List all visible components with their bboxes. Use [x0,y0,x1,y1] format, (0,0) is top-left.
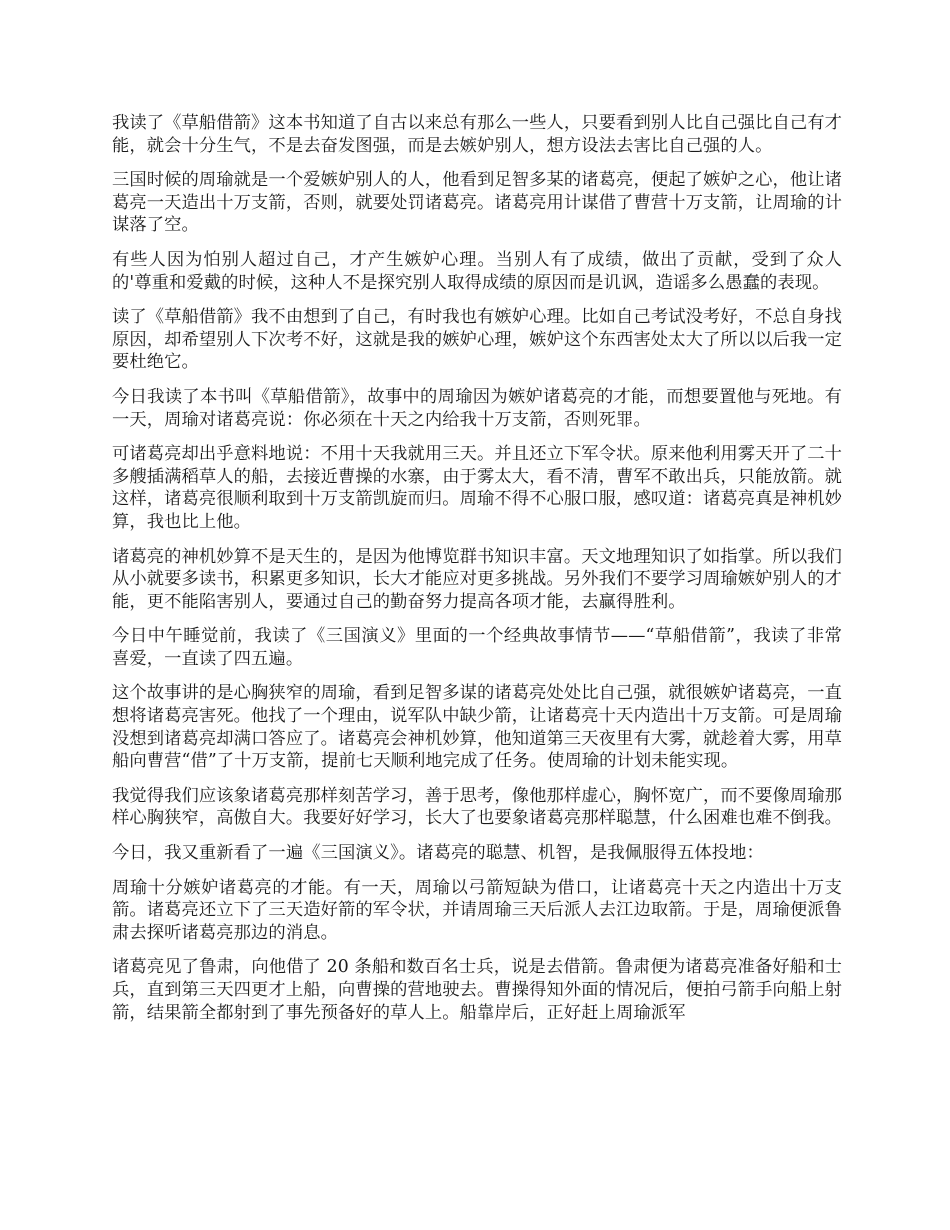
paragraph-13: 诸葛亮见了鲁肃，向他借了 20 条船和数百名士兵，说是去借箭。鲁肃便为诸葛亮准备好船和士兵，直到第三天四更才上船，向曹操的营地驶去。曹操得知外面的情况后，便拍弓箭手向船上射箭，结果箭全都射到了事先预备好的草人上。船靠岸后，正好赶上周瑜派军 [112,957,843,1023]
paragraph-10: 我觉得我们应该象诸葛亮那样刻苦学习，善于思考，像他那样虚心，胸怀宽广，而不要像周瑜那样心胸狭窄，高傲自大。我要好好学习，长大了也要象诸葛亮那样聪慧，什么困难也难不倒我。 [112,785,843,829]
paragraph-6: 可诸葛亮却出乎意料地说：不用十天我就用三天。并且还立下军令状。原来他利用雾天开了二十多艘插满稻草人的船，去接近曹操的水寨，由于雾太大，看不清，曹军不敢出兵，只能放箭。就这样，诸葛亮很顺利取到十万支箭凯旋而归。周瑜不得不心服口服，感叹道：诸葛亮真是神机妙算，我也比上他。 [112,444,843,532]
paragraph-11: 今日，我又重新看了一遍《三国演义》。诸葛亮的聪慧、机智，是我佩服得五体投地： [112,843,764,864]
paragraph-8: 今日中午睡觉前，我读了《三国演义》里面的一个经典故事情节——“草船借箭”，我读了非常喜爱，一直读了四五遍。 [112,626,842,669]
paragraph-12: 周瑜十分嫉妒诸葛亮的才能。有一天，周瑜以弓箭短缺为借口，让诸葛亮十天之内造出十万支箭。诸葛亮还立下了三天造好箭的军令状，并请周瑜三天后派人去江边取箭。于是，周瑜便派鲁肃去探听诸葛亮那边的消息。 [112,877,843,943]
paragraph-5: 今日我读了本书叫《草船借箭》，故事中的周瑜因为嫉妒诸葛亮的才能，而想要置他与死地。有一天，周瑜对诸葛亮说：你必须在十天之内给我十万支箭，否则死罪。 [112,386,842,430]
paragraph-4: 读了《草船借箭》我不由想到了自己，有时我也有嫉妒心理。比如自己考试没考好，不总自身找原因，却希望别人下次考不好，这就是我的嫉妒心理，嫉妒这个东西害处太大了所以以后我一定要杜绝它。 [112,307,843,373]
paragraph-2: 三国时候的周瑜就是一个爱嫉妒别人的人，他看到足智多某的诸葛亮，便起了嫉妒之心，他让诸葛亮一天造出十万支箭，否则，就要处罚诸葛亮。诸葛亮用计谋借了曹营十万支箭，让周瑜的计谋落了空。 [112,170,843,236]
paragraph-3: 有些人因为怕别人超过自己，才产生嫉妒心理。当别人有了成绩，做出了贡献，受到了众人的'尊重和爱戴的时候，这种人不是探究别人取得成绩的原因而是讥讽，造谣多么愚蠢的表现。 [112,249,842,293]
document-body [112,112,842,1036]
paragraph-1: 我读了《草船借箭》这本书知道了自古以来总有那么一些人，只要看到别人比自己强比自己有才能，就会十分生气，不是去奋发图强，而是去嫉妒别人，想方设法去害比自己强的人。 [112,113,843,156]
paragraph-9: 这个故事讲的是心胸狭窄的周瑜，看到足智多谋的诸葛亮处处比自己强，就很嫉妒诸葛亮，一直想将诸葛亮害死。他找了一个理由，说军队中缺少箭，让诸葛亮十天内造出十万支箭。可是周瑜没想到诸葛亮却满口答应了。诸葛亮会神机妙算，他知道第三天夜里有大雾，就趁着大雾，用草船向曹营“借”了十万支箭，提前七天顺利地完成了任务。使周瑜的计划未能实现。 [112,683,843,772]
paragraph-7: 诸葛亮的神机妙算不是天生的，是因为他博览群书知识丰富。天文地理知识了如指掌。所以我们从小就要多读书，积累更多知识，长大才能应对更多挑战。另外我们不要学习周瑜嫉妒别人的才能，更不能陷害别人，要通过自己的勤奋努力提高各项才能，去赢得胜利。 [112,546,843,612]
